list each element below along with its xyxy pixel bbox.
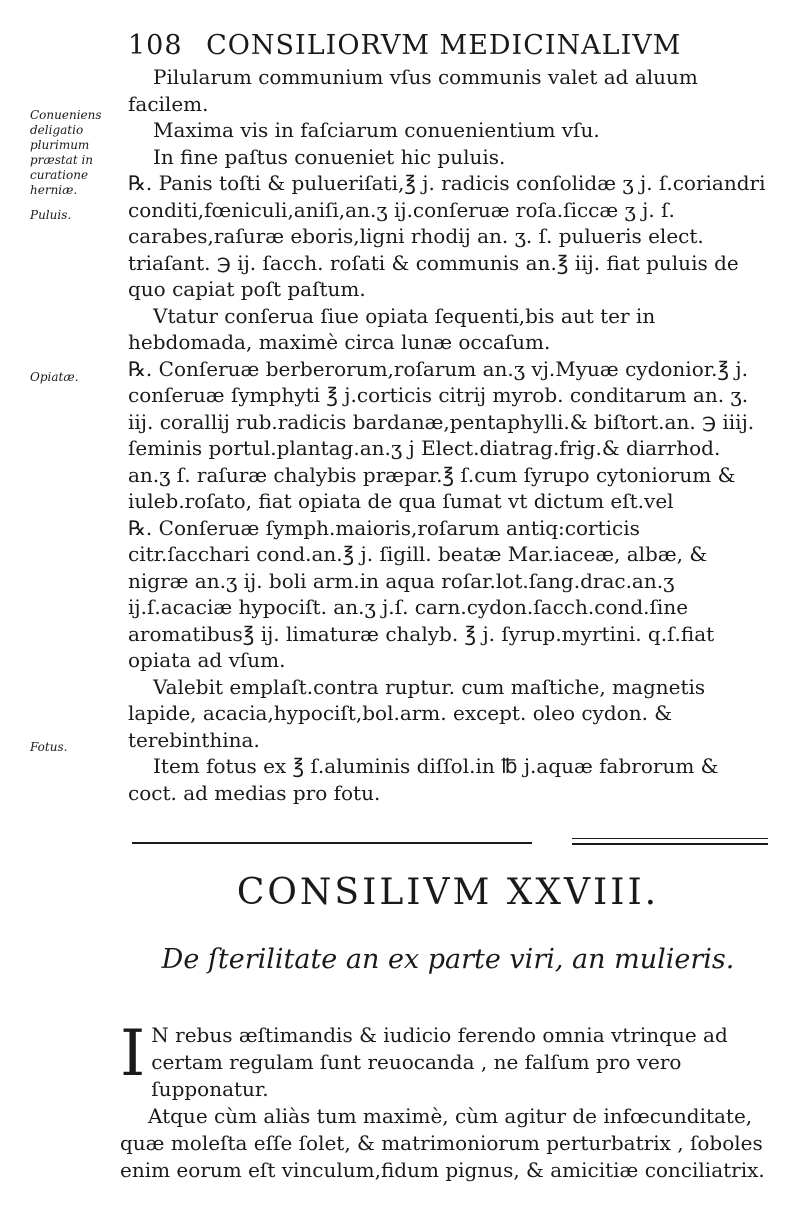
drop-cap: I	[120, 1017, 146, 1091]
margin-note-puluis: Puluis.	[30, 208, 72, 222]
prescription-puluis: ℞. Panis toſti & pulueriſati,℥ j. radicis conſolidæ ʒ j. ſ.coriandri conditi,fœniculi,aniſi,an.ʒ ij.conſeruæ roſa.ſiccæ ʒ j. ſ. carabes,raſuræ eboris,ligni rhodij an. ʒ. ſ. pulueris elect. triaſant. ℈ ij. ſacch. roſati & communis an.℥ iij. fiat puluis de quo capiat poſt paſtum.	[128, 171, 766, 301]
consilium-subtitle: De ſterilitate an ex parte viri, an mulieris.	[161, 944, 735, 975]
page-number: 108	[128, 30, 183, 61]
margin-note-fotus: Fotus.	[30, 740, 68, 754]
paragraph: In fine paſtus conueniet hic puluis.	[153, 144, 506, 169]
margin-note-opiatae: Opiatæ.	[30, 370, 79, 384]
divider-line	[572, 838, 768, 839]
paragraph: Vtatur conſerua ſiue opiata ſequenti,bis aut ter in hebdomada, maximè circa lunæ occaſum.	[128, 303, 656, 354]
body-text	[128, 64, 768, 806]
margin-note-hernia: Conueniens deligatio plurimum præstat in curatione herniæ.	[30, 108, 102, 197]
section-divider	[132, 838, 768, 852]
paragraph-fotus: Item fotus ex ℥ ſ.aluminis diſſol.in ℔ j.aquæ fabrorum & coct. ad medias pro fotu.	[128, 754, 719, 805]
paragraph: Maxima vis in faſciarum conuenientium vſu.	[153, 118, 600, 142]
paragraph: Pilularum communium vſus communis valet ad aluum facilem.	[128, 65, 698, 116]
paragraph: Atque cùm aliàs tum maximè, cùm agitur de infœcunditate, quæ moleſta eſſe ſolet, & matrimoniorum perturbatrix , ſoboles enim eorum eſt vinculum,fidum pignus, & amicitiæ conciliatrix.	[120, 1104, 765, 1182]
running-header	[128, 30, 768, 61]
prescription-opiata-1: ℞. Conſeruæ berberorum,roſarum an.ʒ vj.Myuæ cydonior.℥ j. conſeruæ ſymphyti ℥ j.corticis citrij myrob. conditarum an. ʒ. iij. corallij rub.radicis bardanæ,pentaphylli.& biſtort.an. ℈ iiij. ſeminis portul.plantag.an.ʒ j Elect.diatrag.frig.& diarrhod. an.ʒ ſ. raſuræ chalybis præpar.℥ ſ.cum ſyrupo cytoniorum & iuleb.roſato, fiat opiata de qua ſumat vt dictum eſt.vel	[128, 356, 755, 513]
prescription-opiata-2: ℞. Conſeruæ ſymph.maioris,roſarum antiq:corticis citr.ſacchari cond.an.℥ j. ſigill. beatæ Mar.iaceæ, albæ, & nigræ an.ʒ ij. boli arm.in aqua roſar.lot.ſang.drac.an.ʒ ij.ſ.acaciæ hypociſt. an.ʒ j.ſ. carn.cydon.ſacch.cond.ſine aromatibus℥ ij. limaturæ chalyb. ℥ j. ſyrup.myrtini. q.ſ.fiat opiata ad vſum.	[128, 515, 715, 672]
running-title: CONSILIORVM MEDICINALIVM	[206, 30, 682, 61]
divider-line	[572, 843, 768, 845]
consilium-title: CONSILIVM XXVIII.	[236, 872, 660, 913]
paragraph	[120, 1017, 770, 1103]
divider-line	[132, 842, 532, 844]
consilium-text	[120, 1017, 770, 1184]
paragraph-text: N rebus æſtimandis & iudicio ferendo omnia vtrinque ad certam regulam ſunt reuocanda , ne falſum pro vero ſupponatur.	[151, 1023, 728, 1101]
paragraph: Valebit emplaſt.contra ruptur. cum maſtiche, magnetis lapide, acacia,hypociſt,bol.arm. except. oleo cydon. & terebinthina.	[128, 674, 706, 752]
